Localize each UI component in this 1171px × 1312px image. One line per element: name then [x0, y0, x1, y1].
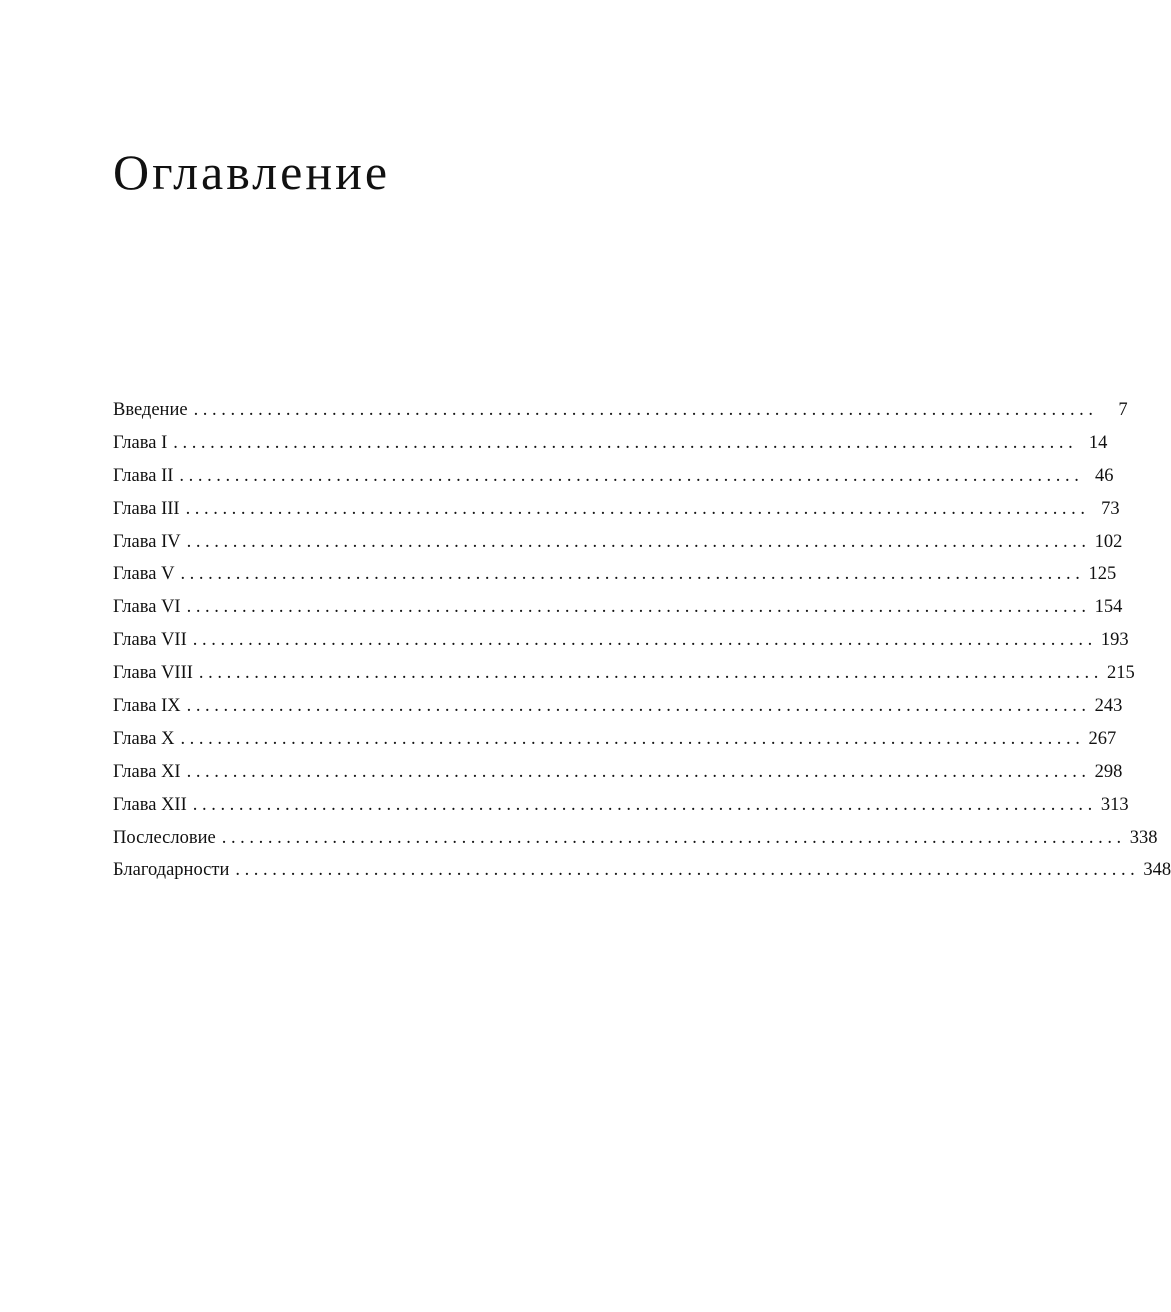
dot-leader: .................................................................................................. [221, 827, 1126, 848]
toc-entry-chapter-10[interactable] [113, 725, 1117, 758]
toc-entry-label: Введение [113, 400, 188, 420]
toc-entry-chapter-12[interactable] [113, 791, 1129, 824]
toc-entry-chapter-11[interactable] [113, 758, 1123, 791]
dot-leader: .................................................................................................. [185, 498, 1090, 519]
toc-entry-chapter-3[interactable] [113, 495, 1120, 528]
dot-leader: .................................................................................................. [192, 794, 1097, 815]
toc-page-number: 298 [1094, 761, 1123, 782]
toc-entry-label: Благодарности [113, 860, 230, 881]
toc-entry-label: Послесловие [113, 827, 216, 848]
toc-entry-chapter-2[interactable] [113, 462, 1114, 495]
toc-page-number: 102 [1094, 531, 1123, 552]
toc-entry-label: Глава IV [113, 531, 181, 552]
dot-leader: .................................................................................................. [186, 696, 1091, 717]
toc-entry-afterword[interactable] [113, 824, 1158, 857]
toc-entry-label: Глава VI [113, 597, 181, 618]
dot-leader: .................................................................................................. [179, 465, 1084, 486]
toc-entry-chapter-7[interactable] [113, 626, 1129, 659]
toc-page-number: 46 [1094, 465, 1114, 486]
toc-page-number: 14 [1088, 432, 1108, 453]
toc-entry-label: Глава XI [113, 761, 181, 782]
dot-leader: .................................................................................................. [193, 400, 1098, 420]
toc-entry-label: Глава VIII [113, 663, 193, 684]
toc-entry-acknowledgements[interactable] [113, 856, 1171, 889]
toc-entry-chapter-4[interactable] [113, 528, 1123, 561]
toc-page-number: 193 [1100, 630, 1129, 651]
toc-entry-label: Глава V [113, 564, 175, 585]
toc-entry-label: Глава VII [113, 630, 187, 651]
table-of-contents [113, 396, 1171, 889]
toc-page-number: 73 [1101, 498, 1120, 519]
toc-entry-label: Глава IX [113, 696, 181, 717]
dot-leader: .................................................................................................. [235, 860, 1140, 881]
dot-leader: .................................................................................................. [192, 630, 1097, 651]
toc-entry-chapter-5[interactable] [113, 560, 1117, 593]
toc-entry-introduction[interactable] [113, 396, 1128, 429]
dot-leader: .................................................................................................. [198, 663, 1103, 684]
page-title: Оглавление [113, 144, 391, 200]
dot-leader: .................................................................................................. [186, 761, 1091, 782]
toc-page-number: 154 [1094, 597, 1123, 618]
dot-leader: .................................................................................................. [186, 531, 1091, 552]
toc-page-number: 348 [1143, 860, 1171, 881]
toc-entry-chapter-6[interactable] [113, 593, 1123, 626]
toc-entry-label: Глава II [113, 465, 174, 486]
toc-entry-label: Глава XII [113, 794, 187, 815]
toc-page-number: 313 [1100, 794, 1129, 815]
toc-page-number: 338 [1129, 827, 1158, 848]
toc-page-number: 243 [1094, 696, 1123, 717]
dot-leader: .................................................................................................. [180, 564, 1085, 585]
toc-entry-chapter-8[interactable] [113, 659, 1135, 692]
toc-page-number: 215 [1106, 663, 1135, 684]
toc-page-number: 267 [1088, 728, 1117, 749]
toc-entry-label: Глава III [113, 498, 180, 519]
toc-page-number: 7 [1118, 400, 1128, 420]
dot-leader: .................................................................................................. [186, 597, 1091, 618]
toc-entry-label: Глава X [113, 728, 175, 749]
toc-entry-label: Глава I [113, 432, 168, 453]
dot-leader: .................................................................................................. [173, 432, 1078, 453]
toc-entry-chapter-9[interactable] [113, 692, 1123, 725]
toc-entry-chapter-1[interactable] [113, 429, 1108, 462]
dot-leader: .................................................................................................. [180, 728, 1085, 749]
toc-page-number: 125 [1088, 564, 1117, 585]
